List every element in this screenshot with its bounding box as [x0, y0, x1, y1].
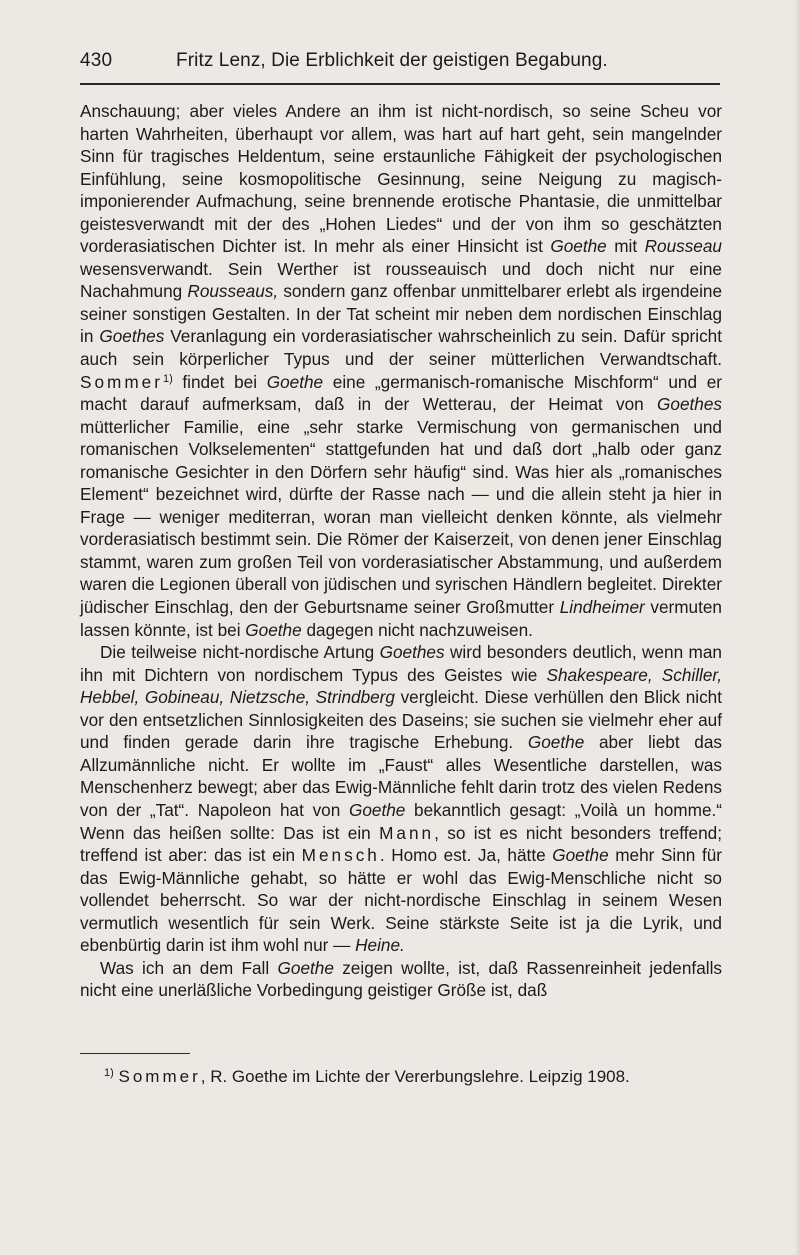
footnote-reference: 1): [162, 372, 173, 385]
header-rule: [80, 83, 720, 85]
paragraph-1: [80, 100, 722, 641]
text-run: bekanntlich gesagt: „Voilà un homme.“ Wenn das heißen sollte: Das ist ein: [80, 799, 722, 843]
footnote-rule: [80, 1053, 190, 1054]
footnote: [104, 1062, 724, 1088]
spaced-word-mensch: Mensch: [301, 845, 380, 866]
paragraph-2: [80, 641, 722, 957]
name-goethe: Goethe: [348, 799, 406, 820]
footnote-text: , R. Goethe im Lichte der Vererbungslehre. Leipzig 1908.: [200, 1067, 630, 1086]
name-goethes: Goethes: [379, 642, 445, 663]
body-text: [80, 100, 722, 1002]
text-run: aber liebt das Allzumännliche nicht. Er wollte im „Faust“ alles Wesentliche darstellen, was Menschenherz bewegt; aber das Ewig-Männliche fehlt darin trotz des vielen Redens von der „Tat“. Napoleon hat von: [80, 732, 723, 820]
text-run: wesensverwandt. Sein Werther ist rousseauisch und doch nicht nur eine Nachahmung: [80, 258, 722, 302]
name-goethe: Goethe: [266, 371, 324, 392]
name-goethes: Goethes: [657, 394, 722, 415]
name-rousseaus: Rousseaus,: [187, 281, 279, 302]
running-title: Fritz Lenz, Die Erblichkeit der geistigen Begabung.: [176, 50, 608, 71]
text-run: , so ist es nicht besonders treffend; treffend ist aber: das ist ein: [80, 822, 722, 866]
text-run: findet bei: [172, 371, 267, 392]
name-rousseau: Rousseau: [644, 236, 722, 257]
text-run: mütterlicher Familie, eine „sehr starke Vermischung von germanischen und romanischen Volkselementen“ stattgefunden hat und daß dort „halb oder ganz romanische Gesichter in den Dörfern sehr häufig“ sind. Was hier als „romanisches Element“ bezeichnet wird, dürfte der Rasse nach — und die allein steht ja hier in Frage — weniger mediterran, woran man vielleicht denken könnte, als vielmehr vorderasiatisch bestimmt sein. Die Römer der Kaiserzeit, von denen jener Einschlag stammt, waren zum großen Teil von vorderasiatischer Abstammung, und außerdem waren die Legionen überall von jüdischen und syrischen Händlern begleitet. Direkter jüdischer Einschlag, den der Geburtsname seiner Großmutter: [80, 416, 722, 618]
text-run: dagegen nicht nachzuweisen.: [301, 619, 533, 640]
name-goethe: Goethe: [550, 236, 607, 257]
name-goethes: Goethes: [99, 326, 165, 347]
text-run: eine „germanisch-romanische Mischform“ und er macht darauf aufmerksam, daß in der Wetterau, der Heimat von: [80, 371, 722, 415]
text-run: zeigen wollte, ist, daß Rassenreinheit jedenfalls nicht eine unerläßliche Vorbedingung geistiger Größe ist, daß: [80, 957, 722, 1001]
text-run: mit: [606, 236, 645, 257]
text-run: sondern ganz offenbar unmittelbarer erlebt als irgendeine seiner sonstigen Gestalten. In der Tat scheint mir neben dem nordischen Einschlag in: [80, 281, 723, 347]
name-goethe: Goethe: [552, 845, 609, 866]
text-run: Die teilweise nicht-nordische Artung: [100, 642, 380, 663]
text-run: vermuten lassen könnte, ist bei: [80, 597, 722, 640]
footnote-author: Sommer: [118, 1067, 201, 1086]
poets-list: Shakespeare, Schiller, Hebbel, Gobineau, Nietzsche, Strindberg: [80, 664, 722, 708]
name-goethe: Goethe: [527, 732, 585, 753]
text-run: Was ich an dem Fall: [100, 957, 278, 978]
text-run: vergleicht. Diese verhüllen den Blick nicht vor den entsetzlichen Sinnlosigkeiten des Daseins; sie suchen sie vielmehr eher auf und finden gerade darin ihre tragische Erhebung.: [80, 687, 722, 753]
footnote-mark: 1): [104, 1067, 114, 1079]
text-run: Veranlagung ein vorderasiatischer wahrscheinlich zu sein. Dafür spricht auch sein körperlicher Typus und der seiner mütterlichen Verwandtschaft.: [80, 326, 723, 370]
page-edge-shadow: [794, 0, 800, 1255]
name-goethe: Goethe: [245, 619, 302, 640]
paragraph-3: [80, 957, 722, 1002]
name-lindheimer: Lindheimer: [559, 597, 645, 618]
name-goethe: Goethe: [277, 957, 334, 978]
text-run: wird besonders deutlich, wenn man ihn mit Dichtern von nordischem Typus des Geistes wie: [80, 642, 722, 685]
text-run: Anschauung; aber vieles Andere an ihm ist nicht-nordisch, so seine Scheu vor harten Wahrheiten, überhaupt vor allem, was hart auf hart geht, sein mangelnder Sinn für tragisches Heldentum, seine erstaunliche Fähigkeit der psychologischen Einfühlung, seine kosmopolitische Gesinnung, seine Neigung zu magisch-imponierender Aufmachung, seine brennende erotische Phantasie, die unmittelbar geistesverwandt mit der des „Hohen Liedes“ und der von ihm so geschätzten vorderasiatischen Dichter ist. In mehr als einer Hinsicht ist: [80, 101, 722, 257]
page-number: 430: [80, 50, 113, 71]
page-header: [80, 44, 720, 84]
text-run: mehr Sinn für das Ewig-Männliche gehabt, so hätte er wohl das Ewig-Menschliche nicht so vollendet beherrscht. So war der nicht-nordische Einschlag in seinem Wesen vermutlich wesentlich für sein Werk. Seine stärkste Seite ist ja die Lyrik, und ebenbürtig darin ist ihm wohl nur —: [80, 845, 723, 956]
spaced-word-mann: Mann: [379, 822, 435, 843]
name-heine: Heine.: [355, 935, 405, 956]
name-sommer: Sommer: [80, 371, 163, 392]
text-run: . Homo est. Ja, hätte: [379, 845, 553, 866]
